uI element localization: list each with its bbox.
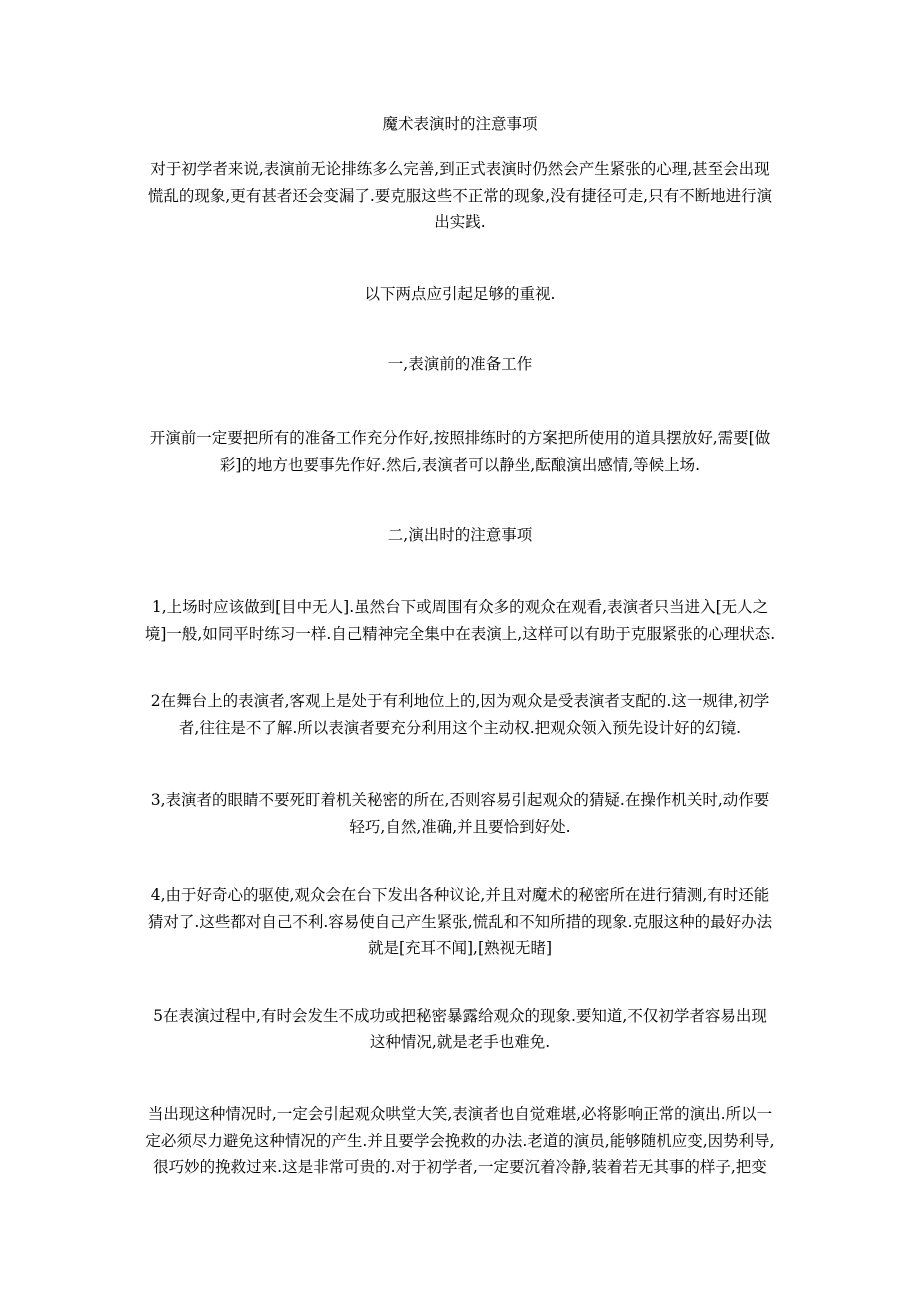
closing-line-1: 当出现这种情况时,一定会引起观众哄堂大笑,表演者也自觉难堪,必将影响正常的演出.所以一 <box>147 1105 773 1123</box>
section1-heading: 一,表演前的准备工作 <box>387 355 533 373</box>
section1-body-line-2: 彩]的地方也要事先作好.然后,表演者可以静坐,酝酿演出感情,等候上场. <box>219 456 701 474</box>
section1-body-line-1: 开演前一定要把所有的准备工作充分作好,按照排练时的方案把所使用的道具摆放好,需要[做 <box>149 429 771 447</box>
intro-line-1: 对于初学者来说,表演前无论排练多么完善,到正式表演时仍然会产生紧张的心理,甚至会出现 <box>150 160 770 178</box>
closing-line-3: 很巧妙的挽救过来.这是非常可贵的.对于初学者,一定要沉着冷静,装着若无其事的样子,把变 <box>153 1158 767 1176</box>
note-line: 以下两点应引起足够的重视. <box>364 285 556 303</box>
item5-line-1: 5在表演过程中,有时会发生不成功或把秘密暴露给观众的现象.要知道,不仅初学者容易出现 <box>153 1007 767 1025</box>
intro-line-2: 慌乱的现象,更有甚者还会变漏了.要克服这些不正常的现象,没有捷径可走,只有不断地进行演 <box>147 187 773 205</box>
item2-line-1: 2在舞台上的表演者,客观上是处于有利地位上的,因为观众是受表演者支配的.这一规律,初学 <box>150 692 770 710</box>
section2-heading: 二,演出时的注意事项 <box>387 526 533 544</box>
item1-line-2: 境]一般,如同平时练习一样.自己精神完全集中在表演上,这样可以有助于克服紧张的心理状态. <box>144 625 776 643</box>
item4-line-3: 就是[充耳不闻],[熟视无睹] <box>367 939 553 957</box>
document-title: 魔术表演时的注意事项 <box>382 115 538 133</box>
item1-line-1: 1,上场时应该做到[目中无人].虽然台下或周围有众多的观众在观看,表演者只当进入[无人之 <box>151 598 769 616</box>
item5-line-2: 这种情况,就是老手也难免. <box>369 1033 551 1051</box>
item3-line-1: 3,表演者的眼睛不要死盯着机关秘密的所在,否则容易引起观众的猜疑.在操作机关时,动作要 <box>150 791 770 809</box>
item3-line-2: 轻巧,自然,准确,并且要恰到好处. <box>349 818 571 836</box>
closing-line-2: 定必须尽力避免这种情况的产生.并且要学会挽救的办法.老道的演员,能够随机应变,因势利导, <box>145 1132 775 1150</box>
item4-line-2: 猜对了.这些都对自己不利.容易使自己产生紧张,慌乱和不知所措的现象.克服这种的最好办法 <box>147 913 773 931</box>
item2-line-2: 者,往往是不了解.所以表演者要充分利用这个主动权.把观众领入预先设计好的幻镜. <box>178 719 742 737</box>
item4-line-1: 4,由于好奇心的驱使,观众会在台下发出各种议论,并且对魔术的秘密所在进行猜测,有时还能 <box>150 886 770 904</box>
intro-line-3: 出实践. <box>434 213 486 231</box>
